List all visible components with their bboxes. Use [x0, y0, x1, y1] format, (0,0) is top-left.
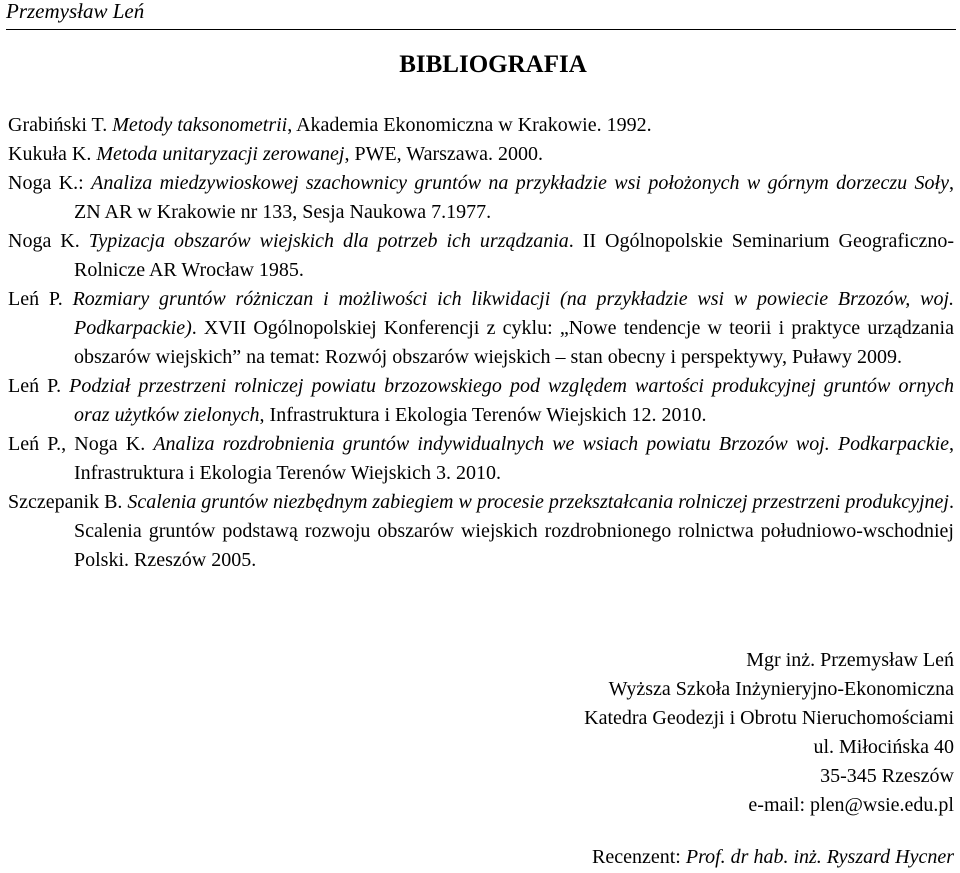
- author-institution: Wyższa Szkoła Inżynieryjno-Ekonomiczna: [608, 678, 954, 700]
- author-city: 35-345 Rzeszów: [820, 765, 954, 787]
- entry-title: Metoda unitaryzacji zerowanej: [96, 143, 345, 165]
- entry-authors: Kukuła K.: [8, 143, 97, 165]
- reviewer-line: [592, 843, 954, 872]
- reviewer-name: Prof. dr hab. inż. Ryszard Hycner: [685, 846, 954, 868]
- bibliography-entry: [8, 227, 954, 285]
- author-signature-block: [584, 646, 954, 820]
- running-header-author: Przemysław Leń: [6, 0, 145, 23]
- entry-details: , PWE, Warszawa. 2000.: [344, 143, 543, 165]
- entry-title: Rozmiary gruntów różniczan i możliwości ich likwidacji (na przykładzie wsi w powiecie Brzozów, woj. Podkarpackie): [72, 288, 955, 339]
- entry-details: . II Ogólnopolskie Seminarium Geograficzno-Rolnicze AR Wrocław 1985.: [74, 230, 954, 281]
- bibliography-entry: [8, 372, 954, 430]
- bibliography-entry: [8, 169, 954, 227]
- entry-details: . Scalenia gruntów podstawą rozwoju obszarów wiejskich rozdrobnionego rolnictwa południowo-wschodniej Polski. Rzeszów 2005.: [74, 491, 954, 571]
- author-email: e-mail: plen@wsie.edu.pl: [748, 794, 954, 816]
- bibliography-entry: [8, 430, 954, 488]
- entry-details: , Infrastruktura i Ekologia Terenów Wiejskich 12. 2010.: [259, 404, 707, 426]
- entry-authors: Grabiński T.: [8, 114, 113, 136]
- entry-authors: Noga K.:: [8, 172, 92, 194]
- entry-title: Scalenia gruntów niezbędnym zabiegiem w procesie przekształcania rolniczej przestrzeni produkcyjnej: [127, 491, 949, 513]
- bibliography-entry: [8, 140, 954, 169]
- entry-authors: Leń P.: [8, 288, 73, 310]
- entry-title: Typizacja obszarów wiejskich dla potrzeb ich urządzania: [88, 230, 569, 252]
- bibliography-list: [8, 111, 954, 575]
- entry-authors: Noga K.: [8, 230, 89, 252]
- entry-details: , Infrastruktura i Ekologia Terenów Wiejskich 3. 2010.: [74, 433, 955, 484]
- section-title: BIBLIOGRAFIA: [399, 51, 587, 78]
- entry-title: Metody taksonometrii: [112, 114, 288, 136]
- bibliography-entry: [8, 488, 954, 575]
- entry-details: , ZN AR w Krakowie nr 133, Sesja Naukowa 7.1977.: [74, 172, 954, 223]
- entry-title: Podział przestrzeni rolniczej powiatu brzozowskiego pod względem wartości produkcyjnej gruntów ornych oraz użytków zielonych: [69, 375, 954, 426]
- entry-details: . XVII Ogólnopolskiej Konferencji z cyklu: „Nowe tendencje w teorii i praktyce urządzania obszarów wiejskich” na temat: Rozwój obszarów wiejskich – stan obecny i perspektywy, Puławy 2009.: [74, 317, 954, 368]
- entry-title: Analiza miedzywioskowej szachownicy gruntów na przykładzie wsi położonych w górnym dorzeczu Soły: [91, 172, 949, 194]
- entry-details: , Akademia Ekonomiczna w Krakowie. 1992.: [287, 114, 652, 136]
- bibliography-entry: [8, 285, 954, 372]
- entry-authors: Leń P., Noga K.: [8, 433, 154, 455]
- entry-authors: Szczepanik B.: [8, 491, 128, 513]
- author-department: Katedra Geodezji i Obrotu Nieruchomościami: [584, 707, 954, 729]
- bibliography-entry: [8, 111, 954, 140]
- reviewer-label: Recenzent:: [592, 846, 686, 868]
- author-street: ul. Miłocińska 40: [813, 736, 954, 758]
- author-name: Mgr inż. Przemysław Leń: [746, 649, 954, 671]
- entry-title: Analiza rozdrobnienia gruntów indywidualnych we wsiach powiatu Brzozów woj. Podkarpackie: [153, 433, 950, 455]
- header-rule: [6, 29, 956, 30]
- entry-authors: Leń P.: [8, 375, 70, 397]
